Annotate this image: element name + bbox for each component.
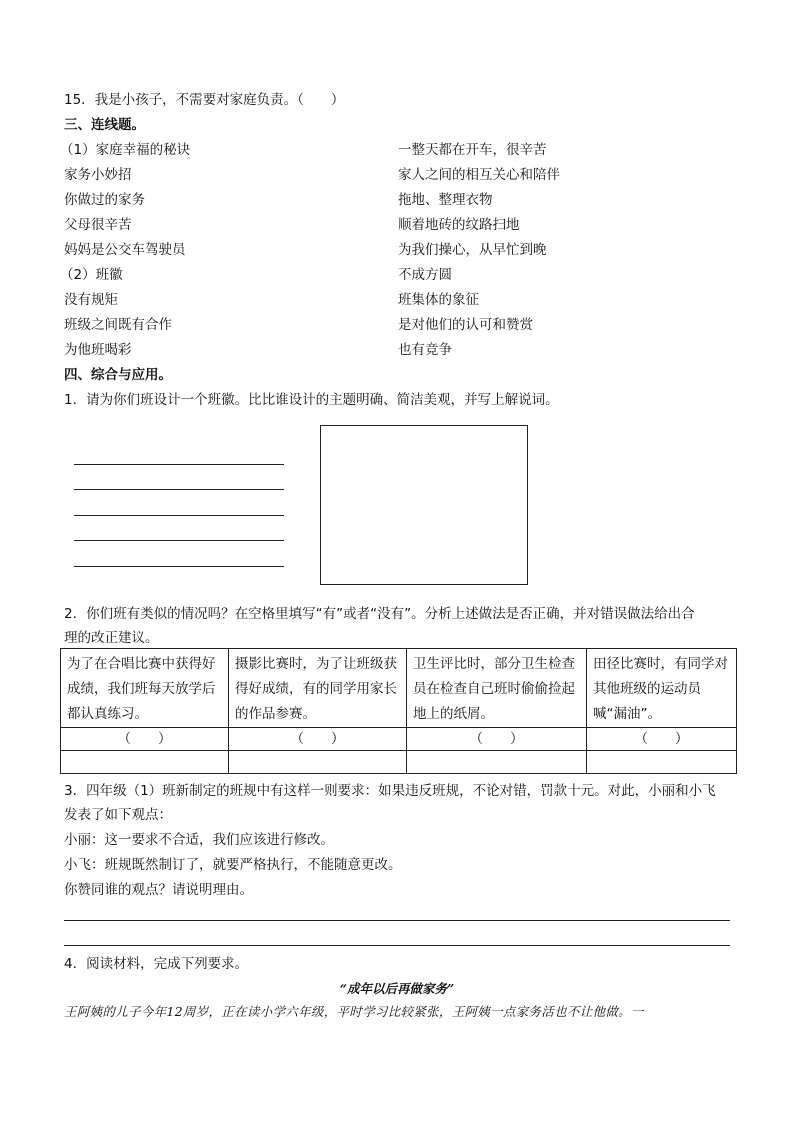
answer-line[interactable] (64, 945, 730, 946)
question-2-line-2: 理的改正建议。 (64, 630, 159, 646)
match-left-5: 妈妈是公交车驾驶员 (64, 242, 186, 258)
badge-drawing-box[interactable] (320, 425, 528, 585)
suggestion-cell[interactable] (587, 751, 737, 774)
answer-blank[interactable]: （ ） (229, 728, 407, 751)
suggestion-cell[interactable] (61, 751, 229, 774)
scenario-cell: 为了在合唱比赛中获得好成绩，我们班每天放学后都认真练习。 (61, 649, 229, 728)
answer-blank[interactable]: （ ） (407, 728, 587, 751)
answer-line[interactable] (74, 566, 284, 567)
section-3-heading: 三、连线题。 (64, 117, 145, 133)
xiaofei-opinion: 小飞：班规既然制订了，就要严格执行，不能随意更改。 (64, 857, 402, 873)
match-left-3: 你做过的家务 (64, 192, 145, 208)
table-row (61, 728, 737, 751)
match-right-1: 一整天都在开车，很辛苦 (398, 142, 547, 158)
answer-line[interactable] (74, 464, 284, 465)
table-row (61, 649, 737, 728)
match-right-9: 也有竞争 (398, 342, 452, 358)
match-right-6: 不成方圆 (398, 267, 452, 283)
answer-blank[interactable]: （ ） (587, 728, 737, 751)
question-3-ask: 你赞同谁的观点？请说明理由。 (64, 882, 253, 898)
match-left-8: 班级之间既有合作 (64, 317, 172, 333)
reading-paragraph: 王阿姨的儿子今年12周岁，正在读小学六年级，平时学习比较紧张，王阿姨一点家务活也不让他做。一 (64, 1004, 644, 1019)
match-right-5: 为我们操心，从早忙到晚 (398, 242, 547, 258)
scenario-table (60, 648, 737, 774)
match-right-4: 顺着地砖的纹路扫地 (398, 217, 520, 233)
question-3-line-2: 发表了如下观点： (64, 807, 172, 823)
match-right-2: 家人之间的相互关心和陪伴 (398, 167, 560, 183)
answer-blank[interactable]: （ ） (61, 728, 229, 751)
match-right-3: 拖地、整理衣物 (398, 192, 493, 208)
match-left-6: （2）班徽 (60, 267, 123, 283)
suggestion-cell[interactable] (229, 751, 407, 774)
question-4: 4．阅读材料，完成下列要求。 (64, 956, 249, 972)
match-left-9: 为他班喝彩 (64, 342, 132, 358)
match-right-8: 是对他们的认可和赞赏 (398, 317, 533, 333)
suggestion-cell[interactable] (407, 751, 587, 774)
scenario-cell: 摄影比赛时，为了让班级获得好成绩，有的同学用家长的作品参赛。 (229, 649, 407, 728)
match-left-2: 家务小妙招 (64, 167, 132, 183)
match-left-1: （1）家庭幸福的秘诀 (60, 142, 191, 158)
answer-line[interactable] (74, 489, 284, 490)
scenario-cell: 田径比赛时，有同学对其他班级的运动员喊“漏油”。 (587, 649, 737, 728)
table-row (61, 751, 737, 774)
question-15: 15．我是小孩子，不需要对家庭负责。（ ） (64, 92, 345, 108)
scenario-cell: 卫生评比时，部分卫生检查员在检查自己班时偷偷捡起地上的纸屑。 (407, 649, 587, 728)
question-2-line-1: 2．你们班有类似的情况吗？在空格里填写“有”或者“没有”。分析上述做法是否正确，并对错误做法给出合 (64, 606, 695, 622)
question-1: 1．请为你们班设计一个班徽。比比谁设计的主题明确、简洁美观，并写上解说词。 (64, 392, 559, 408)
reading-title: “成年以后再做家务” (339, 981, 455, 996)
answer-line[interactable] (74, 515, 284, 516)
xiaoli-opinion: 小丽：这一要求不合适，我们应该进行修改。 (64, 832, 334, 848)
match-right-7: 班集体的象征 (398, 292, 479, 308)
question-3-line-1: 3．四年级（1）班新制定的班规中有这样一则要求：如果违反班规，不论对错，罚款十元。对此，小丽和小飞 (64, 783, 716, 799)
section-4-heading: 四、综合与应用。 (64, 367, 172, 383)
answer-line[interactable] (74, 540, 284, 541)
match-left-7: 没有规矩 (64, 292, 118, 308)
answer-line[interactable] (64, 920, 730, 921)
match-left-4: 父母很辛苦 (64, 217, 132, 233)
